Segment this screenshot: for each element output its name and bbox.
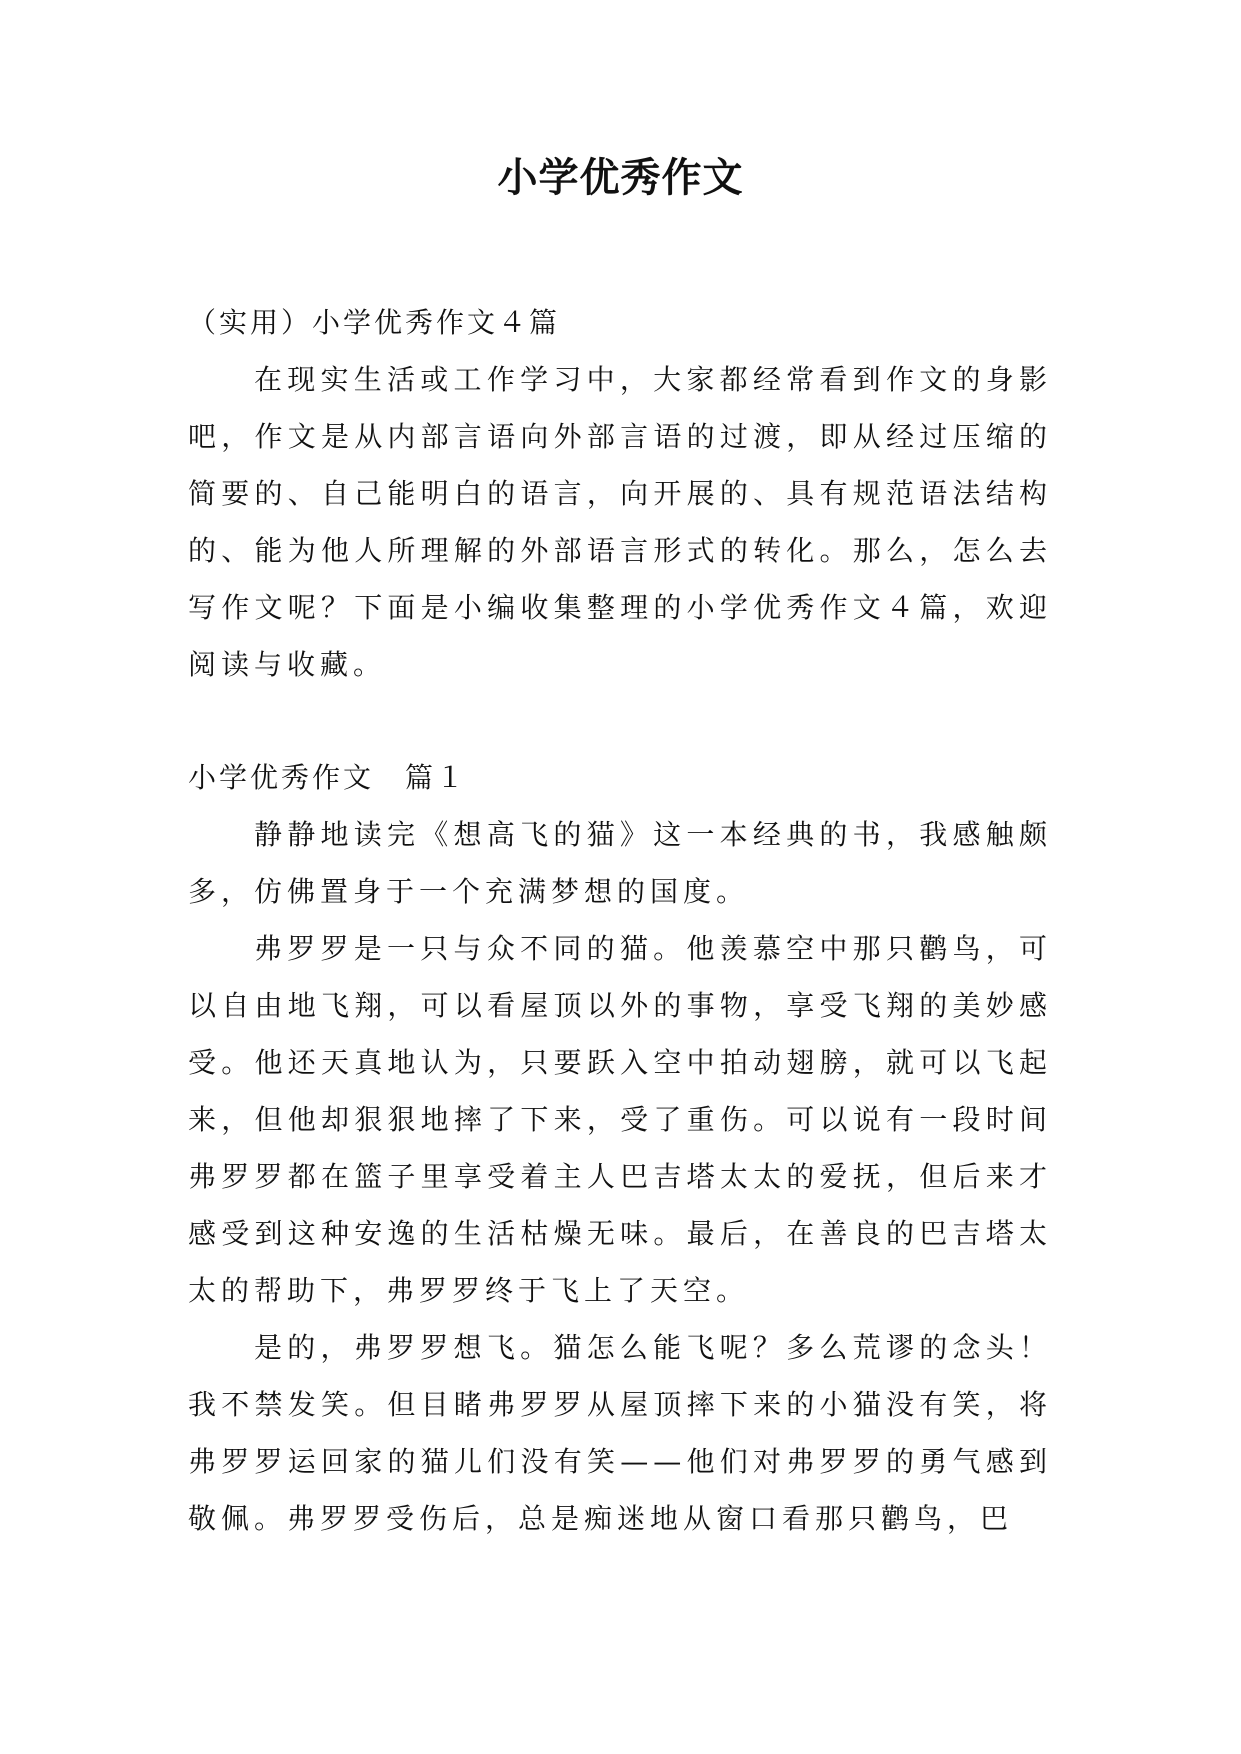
section-spacer xyxy=(188,693,1052,749)
body-paragraph: 是的，弗罗罗想飞。猫怎么能飞呢？多么荒谬的念头！我不禁发笑。但目睹弗罗罗从屋顶摔下来的小猫没有笑，将弗罗罗运回家的猫儿们没有笑——他们对弗罗罗的勇气感到敬佩。弗罗罗受伤后，总是痴迷地从窗口看那只鹳鸟，巴 xyxy=(188,1331,1052,1535)
body-paragraph: 弗罗罗是一只与众不同的猫。他羡慕空中那只鹳鸟，可以自由地飞翔，可以看屋顶以外的事物，享受飞翔的美妙感受。他还天真地认为，只要跃入空中拍动翅膀，就可以飞起来，但他却狠狠地摔了下来，受了重伤。可以说有一段时间弗罗罗都在篮子里享受着主人巴吉塔太太的爱抚，但后来才感受到这种安逸的生活枯燥无味。最后，在善良的巴吉塔太太的帮助下，弗罗罗终于飞上了天空。 xyxy=(188,932,1052,1307)
intro-paragraph: 在现实生活或工作学习中，大家都经常看到作文的身影吧，作文是从内部言语向外部言语的过渡，即从经过压缩的简要的、自己能明白的语言，向开展的、具有规范语法结构的、能为他人所理解的外部语言形式的转化。那么，怎么去写作文呢？下面是小编收集整理的小学优秀作文４篇，欢迎阅读与收藏。 xyxy=(188,363,1052,681)
document-subtitle: （实用）小学优秀作文４篇 xyxy=(188,306,561,339)
document-body xyxy=(188,294,1052,1547)
document-title: 小学优秀作文 xyxy=(497,155,744,201)
section-heading: 小学优秀作文 篇１ xyxy=(188,761,468,794)
body-paragraph: 静静地读完《想高飞的猫》这一本经典的书，我感触颇多，仿佛置身于一个充满梦想的国度。 xyxy=(188,818,1052,908)
